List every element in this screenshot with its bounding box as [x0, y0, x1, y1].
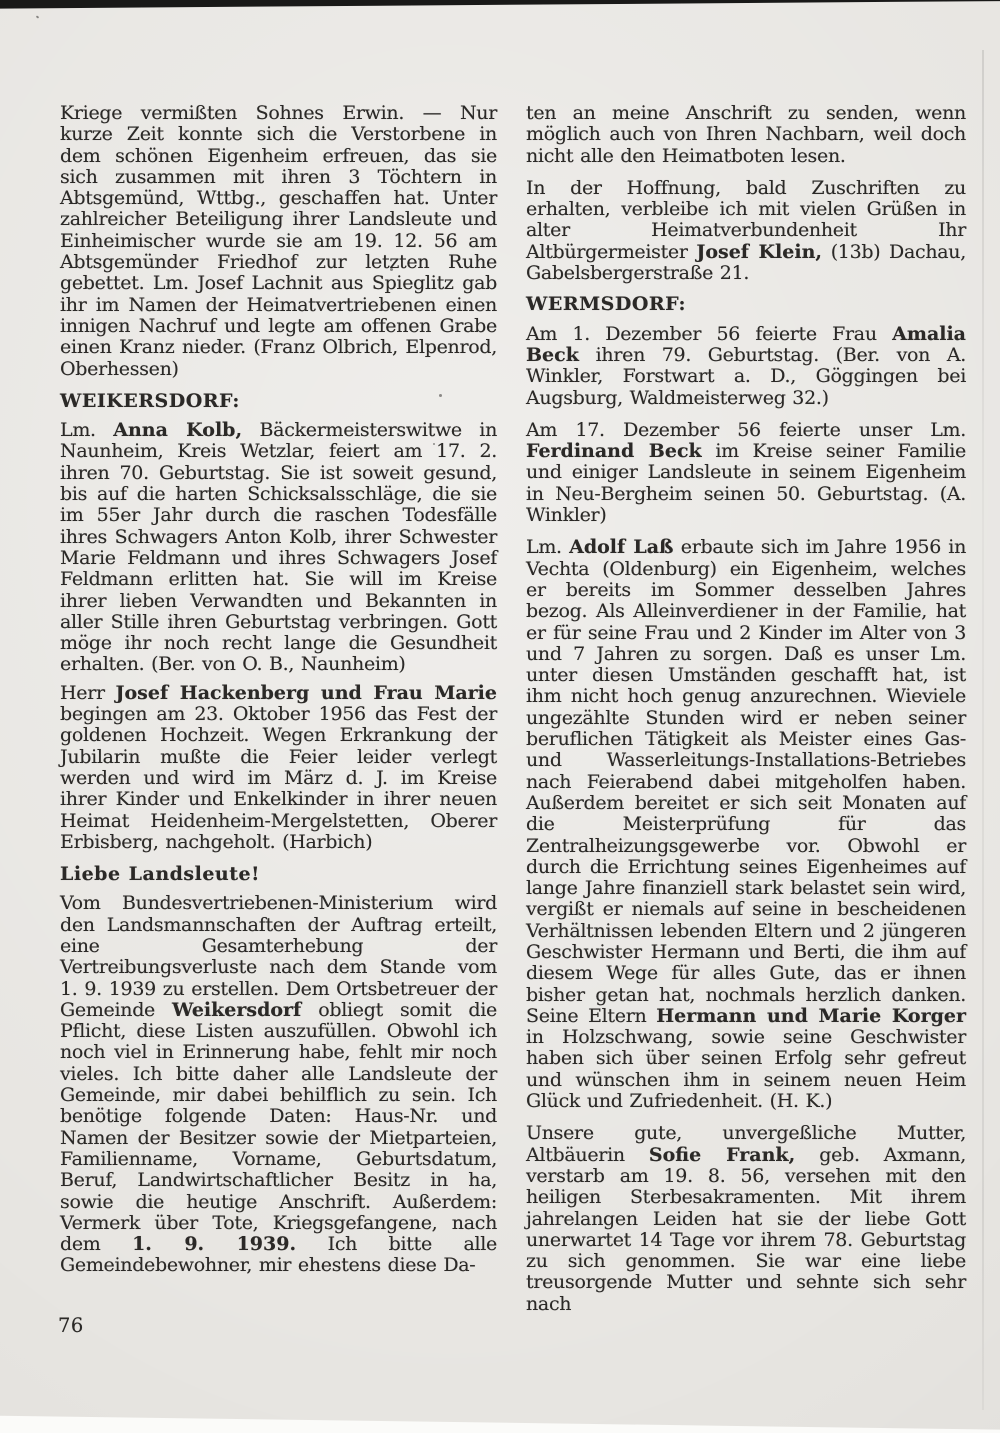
paragraph-anna-kolb: [60, 420, 497, 676]
person-name: Adolf Laß: [569, 536, 674, 559]
section-heading-liebe-landsleute: Liebe Landsleute!: [60, 863, 260, 886]
text-run: Kriege vermißten Sohnes Erwin. — Nur kurze Zeit konnte sich die Verstorbene in dem schönen Eigenheim erfreuen, das sie sich zusammen mit ihren 3 Töchtern in Abtsgemünd, Wttbg., geschaffen hat. Unter zahlreicher Beteiligung ihrer Landsleute und Einheimischer wurde sie am 19. 12. 56 am Abtsgemünder Friedhof zur letzten Ruhe gebettet. Lm. Josef Lachnit aus Spieglitz gab ihr im Namen der Heimatvertriebenen einen innigen Nachruf und legte am offenen Grabe einen Kranz nieder. (Franz Olbrich, Elpenrod, Oberhessen): [60, 102, 497, 380]
person-name: Hermann und Marie Korger: [656, 1004, 966, 1027]
paragraph-ferdinand-beck: [526, 420, 966, 526]
scan-speck: [36, 15, 40, 18]
left-column: [60, 103, 497, 1288]
text-run: Bäckermeisterswitwe in Naunheim, Kreis Wetzlar, feiert am 17. 2. ihren 70. Geburtstag. Sie ist soweit gesund, bis auf die harten Schicksalsschläge, die sie im 55er Jahr durch die raschen Todesfälle ihres Schwagers Anton Kolb, ihrer Schwester Marie Feldmann und ihres Schwagers Josef Feldmann erlitten hat. Sie will im Kreise ihrer lieben Verwandten und Bekannten in aller Stille ihren Geburtstag verbringen. Gott möge ihr noch recht lange die Gesundheit erhalten. (Ber. von O. B., Naunheim): [60, 419, 497, 676]
paragraph-continuation: [526, 103, 966, 167]
person-name: Amalia Beck: [526, 322, 966, 366]
text-run: in Holzschwang, sowie seine Geschwister haben sich über seinen Erfolg sehr gefreut und wünschen ihm in seinem neuen Heim Glück und Zufriedenheit. (H. K.): [526, 1026, 966, 1113]
text-run: Vom Bundesvertriebenen-Ministerium wird den Landsmannschaften der Auftrag erteilt, eine Gesamterhebung der Vertreibungsverluste nach dem Stande vom 1. 9. 1939 zu erstellen. Dem Ortsbetreuer der Gemeinde: [60, 892, 497, 1021]
scan-edge-top: [0, 0, 1000, 11]
person-name: Ferdinand Beck: [526, 440, 702, 463]
text-run: Herr: [60, 681, 116, 704]
section-heading-weikersdorf: WEIKERSDORF:: [60, 389, 240, 412]
text-run: Am 17. Dezember 56 feierte unser Lm.: [526, 418, 966, 441]
person-name: Josef Hackenberg und Frau Marie: [115, 681, 497, 704]
text-run: erbaute sich im Jahre 1956 in Vechta (Oldenburg) ein Eigenheim, welches er bereits im Sommer desselben Jahres bezog. Als Alleinverdiener in der Familie, hat er für seine Frau und 2 Kinder im Alter von 3 und 7 Jahren zu sorgen. Daß es unser Lm. unter diesen Umständen geschafft hat, ist ihm nicht hoch genug anzurechnen. Wieviele ungezählte Stunden wird er neben seiner beruflichen Tätigkeit als Meister eines Gas- und Wasserleitungs-Installations-Betriebes nach Feierabend dabei mitgeholfen haben. Außerdem bereitet er sich seit Monaten auf die Meisterprüfung für das Zentralheizungsgewerbe vor. Obwohl er durch die Errichtung seines Eigenheimes auf lange Jahre finanziell stark belastet sein wird, vergißt er niemals auf seine in bescheidenen Verhältnissen lebenden Eltern und 2 jüngeren Geschwister Hermann und Berti, die ihm auf diesem Wege für alles Gute, das er ihnen bisher getan hat, nochmals herzlich danken. Seine Eltern: [526, 536, 966, 1027]
text-run: Ich bitte alle Gemeindebewohner, mir ehestens diese Da-: [60, 1233, 497, 1277]
paragraph-amalia-beck: [526, 324, 966, 409]
person-name: Anna Kolb,: [113, 419, 243, 442]
text-run: im Kreise seiner Familie und einiger Landsleute in seinem Eigenheim in Neu-Bergheim seinen 50. Geburtstag. (A. Winkler): [526, 440, 966, 527]
text-run: ihren 79. Geburtstag. (Ber. von A. Winkler, Forstwart a. D., Göggingen bei Augsburg, Waldmeisterweg 32.): [526, 343, 966, 409]
text-run: In der Hoffnung, bald Zuschriften zu erhalten, verbleibe ich mit vielen Grüßen in alter Heimatverbundenheit Ihr Altbürgermeister: [526, 176, 966, 263]
text-run: Unsere gute, unvergeßliche Mutter, Altbäuerin: [526, 1122, 966, 1166]
right-column: [526, 103, 966, 1326]
text-run: obliegt somit die Pflicht, diese Listen auszufüllen. Obwohl ich noch viel in Erinnerung habe, fehlt mir noch vieles. Ich bitte daher alle Landsleute der Gemeinde, mir dabei behilflich zu sein. Ich benötige folgende Daten: Haus-Nr. und Namen der Besitzer sowie der Mietparteien, Familienname, Vorname, Geburtsdatum, Beruf, Landwirtschaftlicher Besitz in ha, sowie die heutige Anschrift. Außerdem: Vermerk über Tote, Kriegsgefangene, nach dem: [60, 998, 497, 1256]
paragraph-sofie-frank: [526, 1123, 966, 1315]
place-name: Weikersdorf: [172, 998, 302, 1021]
text-run: Am 1. Dezember 56 feierte Frau: [526, 322, 893, 345]
scan-crease: [982, 50, 984, 1410]
text-run: Lm.: [60, 419, 114, 442]
date-emphasis: 1. 9. 1939.: [132, 1233, 297, 1256]
text-run: geb. Axmann, verstarb am 19. 8. 56, versehen mit den heiligen Sterbesakramenten. Mit ihrem jahrelangen Leiden hat sie der liebe Gott unerwartet 14 Tage vor ihrem 78. Geburtstag zu sich genommen. Sie war eine liebe treusorgende Mutter und sehnte sich sehr nach: [526, 1143, 966, 1315]
paragraph-adolf-lass: [526, 537, 966, 1112]
paragraph-erhebung-aufruf: [60, 893, 497, 1276]
person-name: Josef Klein,: [696, 240, 822, 263]
paragraph-obituary-intro: [60, 103, 497, 380]
page-number: 76: [58, 1314, 84, 1337]
text-run: ten an meine Anschrift zu senden, wenn möglich auch von Ihren Nachbarn, weil doch nicht alle den Heimatboten lesen.: [526, 102, 966, 167]
text-run: (13b) Dachau, Gabelsbergerstraße 21.: [526, 240, 966, 285]
section-heading-wermsdorf: WERMSDORF:: [526, 293, 687, 316]
text-run: begingen am 23. Oktober 1956 das Fest der goldenen Hochzeit. Wegen Erkrankung der Jubilarin mußte die Feier leider verlegt werden und wird im März d. J. im Kreise ihrer Kinder und Enkelkinder in ihrer neuen Heimat Heidenheim-Mergelstetten, Oberer Erbisberg, nachgeholt. (Harbich): [60, 703, 497, 853]
paragraph-hoffnung: [526, 178, 966, 284]
scan-edge-bottom: [0, 1409, 1000, 1433]
paragraph-hackenberg: [60, 683, 497, 853]
person-name: Sofie Frank,: [648, 1143, 796, 1166]
text-run: Lm.: [526, 536, 570, 559]
